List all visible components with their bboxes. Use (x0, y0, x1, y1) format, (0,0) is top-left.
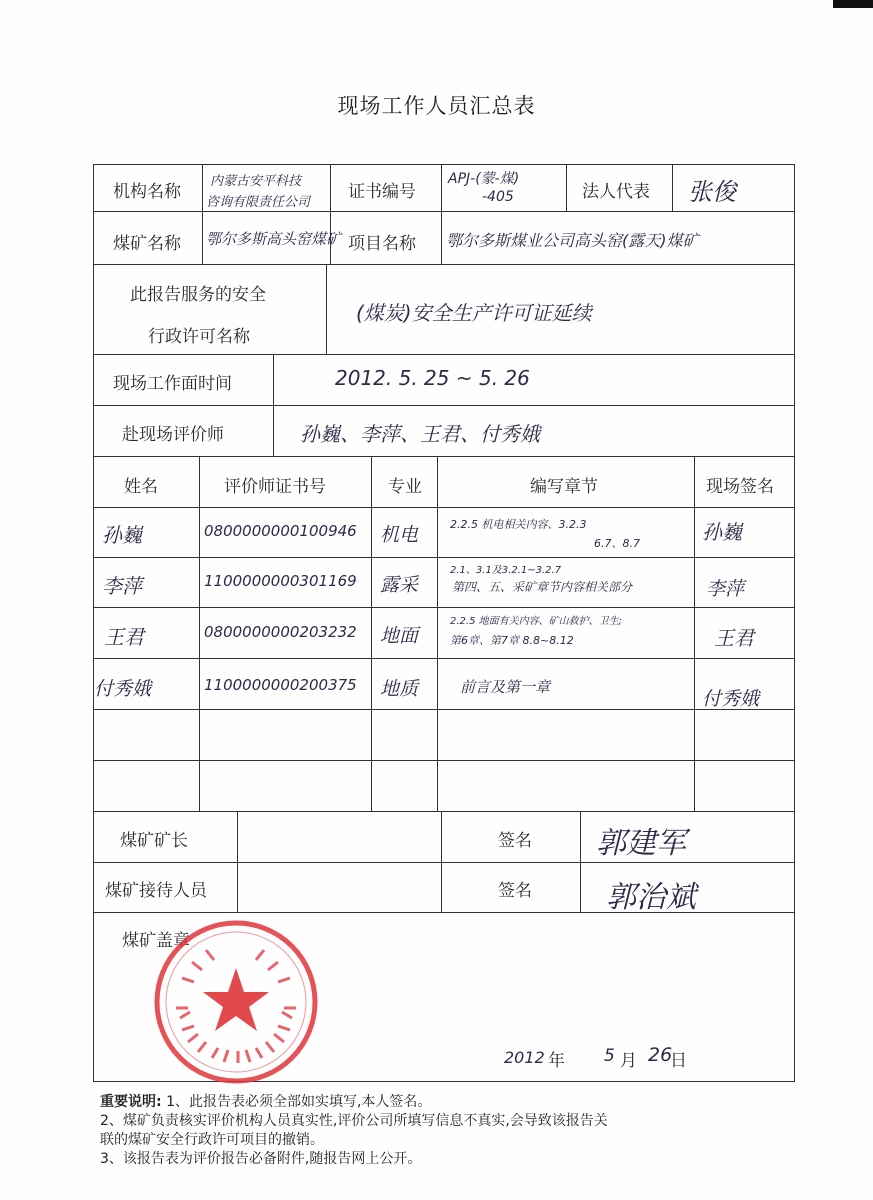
col-header-sign: 现场签名 (706, 477, 774, 497)
col-divider (441, 811, 442, 912)
table-row-signature: 付秀娥 (702, 688, 760, 710)
org-name-value-line2: 咨询有限责任公司 (206, 195, 311, 210)
cert-no-label: 证书编号 (348, 182, 416, 202)
col-header-cert: 评价师证书号 (224, 477, 326, 497)
date-month: 5 (604, 1046, 615, 1066)
col-divider (566, 164, 567, 211)
col-divider (202, 164, 203, 264)
cert-no-value-line1: APJ-(蒙-煤) (448, 171, 520, 187)
col-divider (273, 354, 274, 456)
mine-name-value: 鄂尔多斯高头窑煤矿 (206, 230, 342, 248)
mine-seal-label: 煤矿盖章 (122, 931, 190, 951)
row-divider (93, 405, 795, 406)
org-name-label: 机构名称 (113, 182, 181, 202)
table-row-cert: 1100000000301169 (204, 572, 357, 590)
table-row-chapter-cont: 第6章、第7章 8.8~8.12 (450, 634, 574, 647)
col-header-name: 姓名 (124, 477, 158, 497)
manager-sign-label: 签名 (498, 831, 532, 851)
table-row-chapter: 前言及第一章 (460, 678, 551, 696)
col-divider (694, 456, 695, 811)
table-row-chapter: 2.2.5 地面有关内容、矿山救护、卫生; (450, 616, 622, 627)
col-divider (580, 811, 581, 912)
org-name-value-line1: 内蒙古安平科技 (210, 174, 302, 189)
mine-name-label: 煤矿名称 (113, 234, 181, 254)
table-row-signature: 孙巍 (702, 520, 742, 544)
table-row-signature: 李萍 (706, 578, 745, 600)
table-row-name: 孙巍 (102, 523, 142, 547)
date-day-unit: 日 (670, 1051, 687, 1071)
col-divider (330, 164, 331, 264)
table-row-chapter: 2.2.5 机电相关内容、3.2.3 (450, 518, 587, 531)
mine-manager-label: 煤矿矿长 (120, 831, 188, 851)
table-row-chapter: 2.1、3.1及3.2.1~3.2.7 (450, 565, 562, 576)
legal-rep-value: 张俊 (688, 178, 736, 206)
col-divider (237, 811, 238, 912)
form-title: 现场工作人员汇总表 (337, 94, 536, 118)
date-year: 2012 (504, 1048, 545, 1067)
table-row-major: 地质 (380, 678, 419, 700)
table-row-signature: 王君 (714, 626, 754, 650)
col-header-chapter: 编写章节 (530, 477, 598, 497)
reception-signature: 郭治斌 (606, 880, 696, 915)
permit-label-line1: 此报告服务的安全 (130, 285, 266, 305)
table-row-major: 露采 (380, 574, 419, 596)
row-divider (93, 862, 795, 863)
scan-edge-mark (833, 0, 873, 8)
table-row-major: 地面 (380, 625, 419, 647)
project-name-value: 鄂尔多斯煤业公司高头窑(露天)煤矿 (446, 231, 699, 250)
date-day: 26 (648, 1044, 673, 1066)
table-row-major: 机电 (380, 524, 419, 546)
table-row-name: 付秀娥 (94, 678, 152, 700)
company-seal-stamp (152, 918, 320, 1086)
row-divider (93, 811, 795, 812)
permit-label-line2: 行政许可名称 (148, 327, 250, 347)
cert-no-value-line2: -405 (482, 189, 514, 205)
col-divider (199, 456, 200, 811)
col-divider (441, 164, 442, 264)
notes-heading: 重要说明: (100, 1094, 162, 1110)
row-divider (93, 264, 795, 265)
manager-signature: 郭建军 (596, 826, 686, 861)
reception-sign-label: 签名 (498, 881, 532, 901)
table-row-name: 王君 (104, 625, 144, 649)
table-row-cert: 0800000000100946 (204, 522, 357, 540)
table-row-cert: 1100000000200375 (204, 676, 357, 694)
date-month-unit: 月 (620, 1051, 637, 1071)
mine-reception-label: 煤矿接待人员 (105, 881, 207, 901)
evaluators-value: 孙巍、李萍、王君、付秀娥 (300, 422, 540, 446)
note-1: 1、此报告表必须全部如实填写,本人签名。 (166, 1094, 432, 1110)
evaluators-label: 赴现场评价师 (122, 425, 224, 445)
important-notes (100, 1093, 608, 1169)
date-year-unit: 年 (548, 1051, 565, 1071)
project-name-label: 项目名称 (348, 234, 416, 254)
col-divider (672, 164, 673, 211)
note-2-cont: 联的煤矿安全行政许可项目的撤销。 (100, 1132, 324, 1148)
col-divider (371, 456, 372, 811)
legal-rep-label: 法人代表 (582, 182, 650, 202)
note-2: 2、煤矿负责核实评价机构人员真实性,评价公司所填写信息不真实,会导致该报告关 (100, 1113, 608, 1129)
col-divider (437, 456, 438, 811)
table-row-chapter-cont: 第四、五、采矿章节内容相关部分 (452, 580, 633, 594)
table-row-name: 李萍 (102, 574, 142, 598)
onsite-time-label: 现场工作面时间 (113, 374, 232, 394)
row-divider (93, 211, 795, 212)
onsite-time-value: 2012. 5. 25 ~ 5. 26 (335, 366, 530, 390)
permit-name-value: (煤炭)安全生产许可证延续 (356, 301, 592, 325)
table-row-chapter-cont: 6.7、8.7 (594, 537, 640, 550)
row-divider (93, 354, 795, 355)
col-header-major: 专业 (388, 477, 422, 497)
col-divider (326, 264, 327, 354)
table-row-cert: 0800000000203232 (204, 623, 357, 641)
note-3: 3、该报告表为评价报告必备附件,随报告网上公开。 (100, 1151, 422, 1167)
